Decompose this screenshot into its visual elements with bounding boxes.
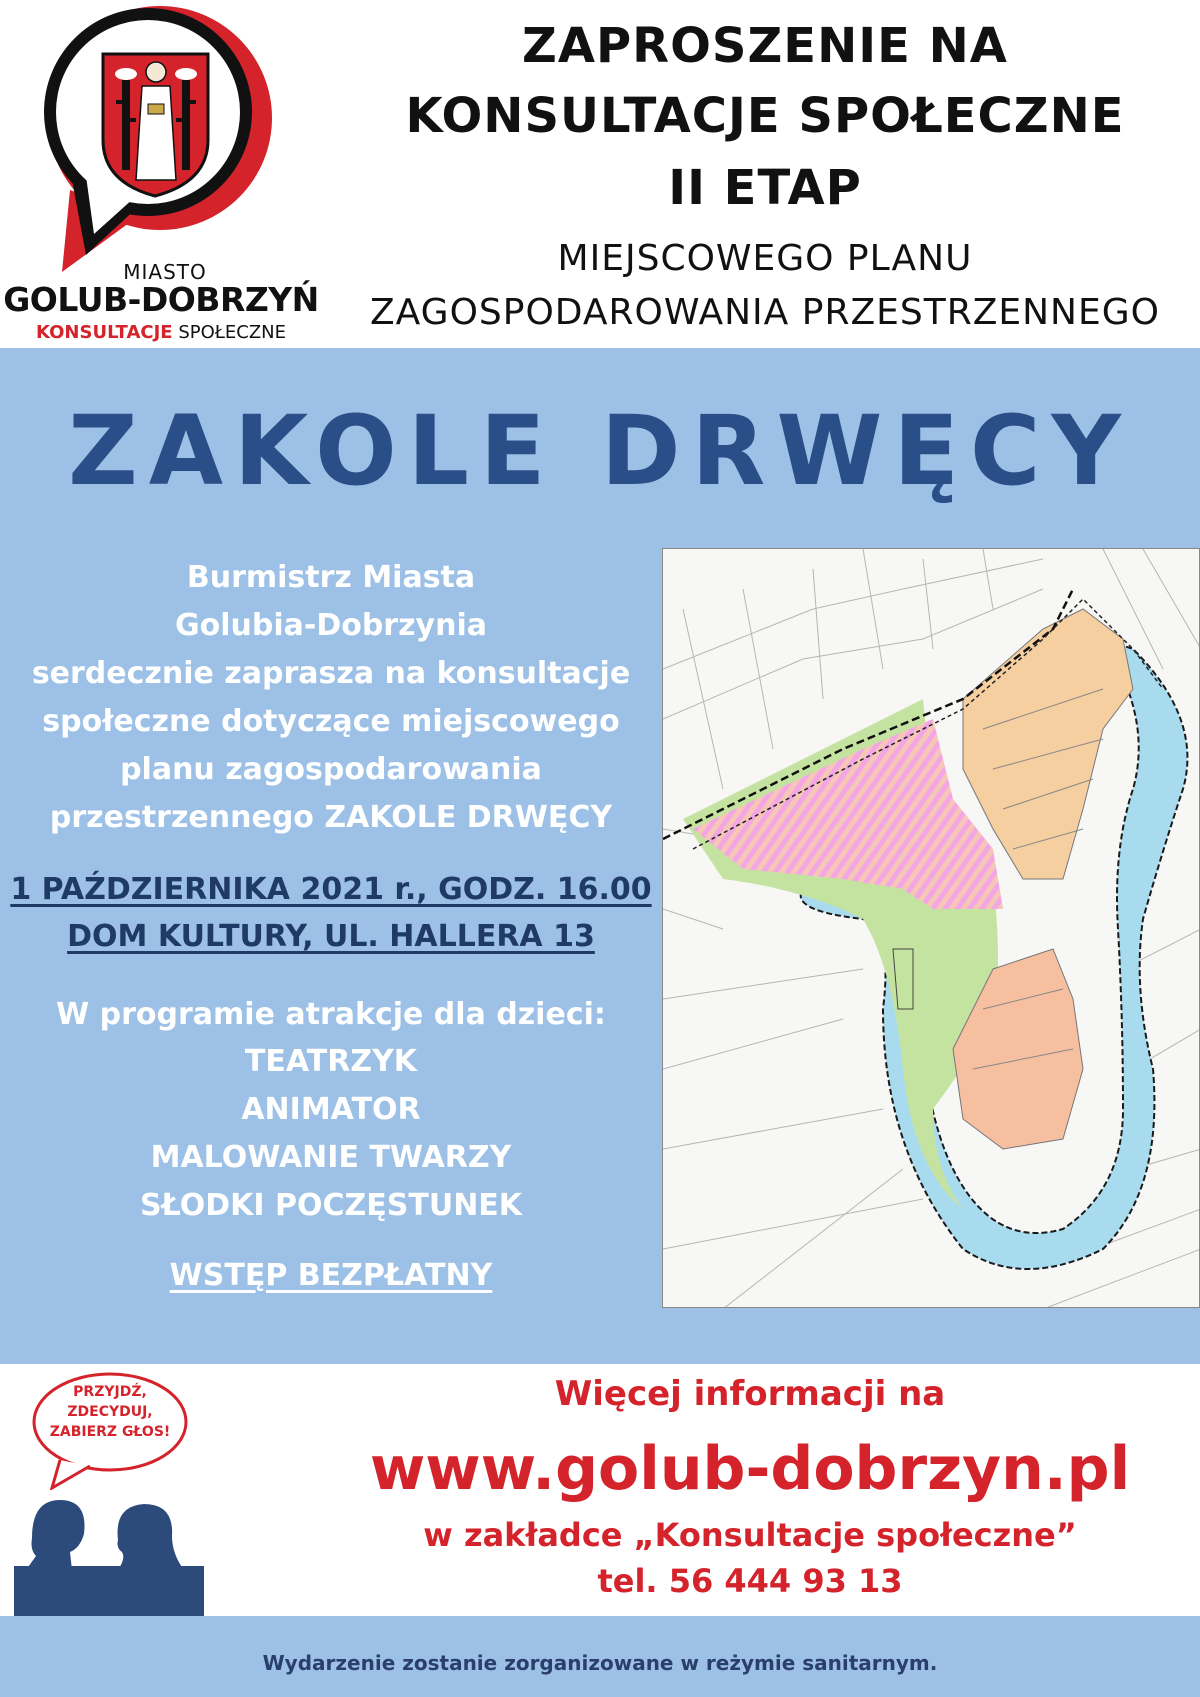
event-place: DOM KULTURY, UL. HALLERA 13 (67, 919, 595, 954)
bubble-line: ZABIERZ GŁOS! (49, 1424, 171, 1440)
program-heading: W programie atrakcje dla dzieci: (56, 997, 606, 1032)
program-item: SŁODKI POCZĘSTUNEK (139, 1188, 523, 1223)
zoning-plan-map (662, 548, 1200, 1308)
header-line-4: MIEJSCOWEGO PLANU (557, 238, 973, 279)
logo-line-city: GOLUB-DOBRZYŃ (3, 280, 319, 319)
logo-konsultacje-red: KONSULTACJE (35, 322, 173, 343)
header-line-3: II ETAP (668, 160, 862, 216)
zoning-plan-map-icon (663, 549, 1200, 1308)
event-date: 1 PAŹDZIERNIKA 2021 r., GODZ. 16.00 (10, 872, 652, 907)
invitation-line: planu zagospodarowania (120, 752, 542, 787)
page-title: ZAKOLE DRWĘCY (68, 395, 1132, 507)
invitation-line: serdecznie zaprasza na konsultacje (31, 656, 631, 691)
people-silhouettes (14, 1478, 204, 1616)
city-logo (0, 0, 330, 348)
website-link[interactable]: www.golub-dobrzyn.pl (369, 1434, 1131, 1504)
invitation-line: Golubia-Dobrzynia (174, 608, 487, 643)
invitation-line: Burmistrz Miasta (186, 560, 476, 595)
bubble-line: PRZYJDŹ, (73, 1384, 147, 1400)
header-line-5: ZAGOSPODAROWANIA PRZESTRZENNEGO (370, 292, 1160, 333)
invitation-line: społeczne dotyczące miejscowego (42, 704, 620, 739)
program-item: ANIMATOR (241, 1092, 421, 1127)
program-item: MALOWANIE TWARZY (150, 1140, 512, 1175)
logo-line-miasto: MIASTO (123, 260, 207, 284)
header-line-2: KONSULTACJE SPOŁECZNE (405, 88, 1125, 144)
bubble-line: ZDECYDUJ, (67, 1404, 153, 1420)
people-silhouette-icon (14, 1478, 204, 1616)
logo-spoleczne-black: SPOŁECZNE (178, 322, 286, 343)
header-line-1: ZAPROSZENIE NA (522, 18, 1008, 74)
phone-number: tel. 56 444 93 13 (597, 1562, 903, 1600)
program-item: TEATRZYK (244, 1044, 418, 1079)
invitation-line: przestrzennego ZAKOLE DRWĘCY (49, 800, 613, 835)
logo-line-konsultacje (0, 322, 322, 343)
info-line-3: w zakładce „Konsultacje społeczne” (423, 1516, 1077, 1554)
free-entry: WSTĘP BEZPŁATNY (169, 1258, 493, 1293)
speech-bubble (30, 1370, 190, 1490)
footer-note: Wydarzenie zostanie zorganizowane w reżymie sanitarnym. (262, 1651, 938, 1675)
info-line-1: Więcej informacji na (554, 1374, 946, 1414)
